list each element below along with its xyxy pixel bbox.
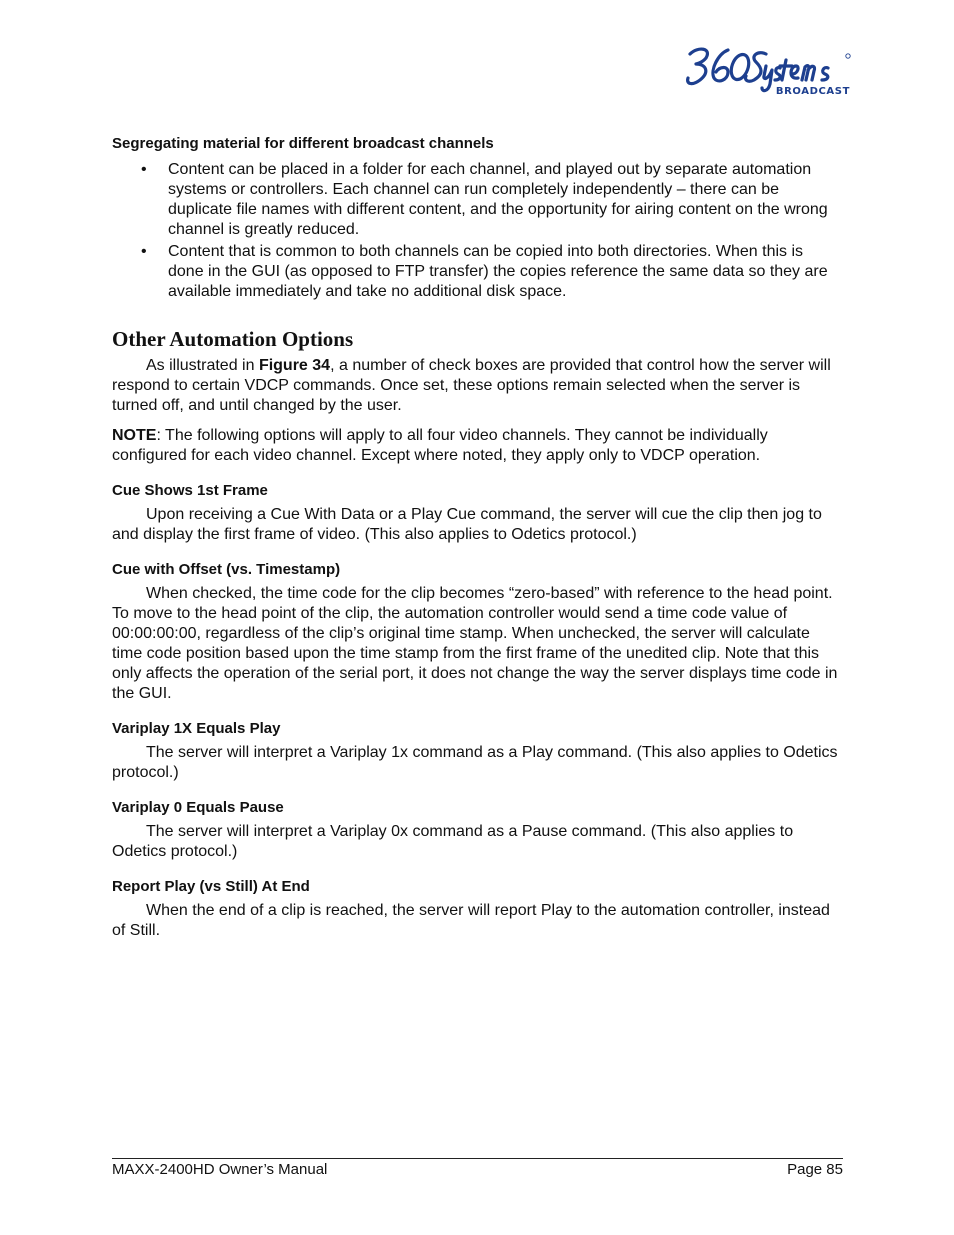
variplay-0-heading: Variplay 0 Equals Pause [112,799,284,816]
note-paragraph: NOTE: The following options will apply to all four video channels. They cannot be individually configured for each video channel. Except where noted, they apply only to VDCP operation. [112,427,768,464]
bullet-text: Content that is common to both channels can be copied into both directories. When this is done in the GUI (as opposed to FTP transfer) the copies reference the same data so they are available immediately and take no additional disk space. [168,243,828,300]
bullet-text: Content can be placed in a folder for each channel, and played out by separate automation systems or controllers. Each channel can run completely independently – there can be duplicate file names with different content, and the opportunity for airing content on the wrong channel is greatly reduced. [168,161,828,238]
report-play-body: When the end of a clip is reached, the server will report Play to the automation controller, instead of Still. [112,902,830,939]
logo-mark-icon [682,40,862,98]
cue-first-frame-heading: Cue Shows 1st Frame [112,482,268,499]
variplay-1x-heading: Variplay 1X Equals Play [112,720,281,737]
variplay-1x-body: The server will interpret a Variplay 1x command as a Play command. (This also applies to Odetics protocol.) [112,744,838,781]
list-item [112,242,843,302]
footer-manual-title: MAXX-2400HD Owner’s Manual [112,1161,328,1178]
cue-offset-body: When checked, the time code for the clip becomes “zero-based” with reference to the head point. To move to the head point of the clip, the automation controller would send a time code value of 00:00:00:00, regardless of the clip’s original time stamp. When unchecked, the server will calculate time code position based upon the time stamp from the first frame of the unedited clip. Note that this only affects the operation of the serial port, it does not change the way the server displays time code in the GUI. [112,585,838,702]
footer-divider [112,1158,843,1159]
segregating-heading: Segregating material for different broadcast channels [112,135,494,152]
logo-tagline: BROADCAST [775,86,850,97]
other-automation-heading: Other Automation Options [112,327,354,351]
bullet-icon: • [141,243,147,260]
cue-first-frame-body: Upon receiving a Cue With Data or a Play Cue command, the server will cue the clip then jog to and display the first frame of video. (This also applies to Odetics protocol.) [112,506,822,543]
main-content [112,134,843,941]
note-label: NOTE [112,427,157,444]
intro-paragraph: As illustrated in Figure 34, a number of check boxes are provided that control how the server will respond to certain VDCP commands. Once set, these options remain selected when the server is turned off, and until changed by the user. [112,357,831,414]
company-logo [682,40,862,98]
segregating-bullet-list [112,160,843,302]
variplay-0-body: The server will interpret a Variplay 0x command as a Pause command. (This also applies to Odetics protocol.) [112,823,794,860]
cue-offset-heading: Cue with Offset (vs. Timestamp) [112,561,341,578]
document-page [112,0,850,1235]
list-item [112,160,843,240]
report-play-heading: Report Play (vs Still) At End [112,878,310,895]
footer-page-number: Page 85 [787,1161,843,1178]
bullet-icon: • [141,161,147,178]
figure-reference: Figure 34 [258,357,331,374]
